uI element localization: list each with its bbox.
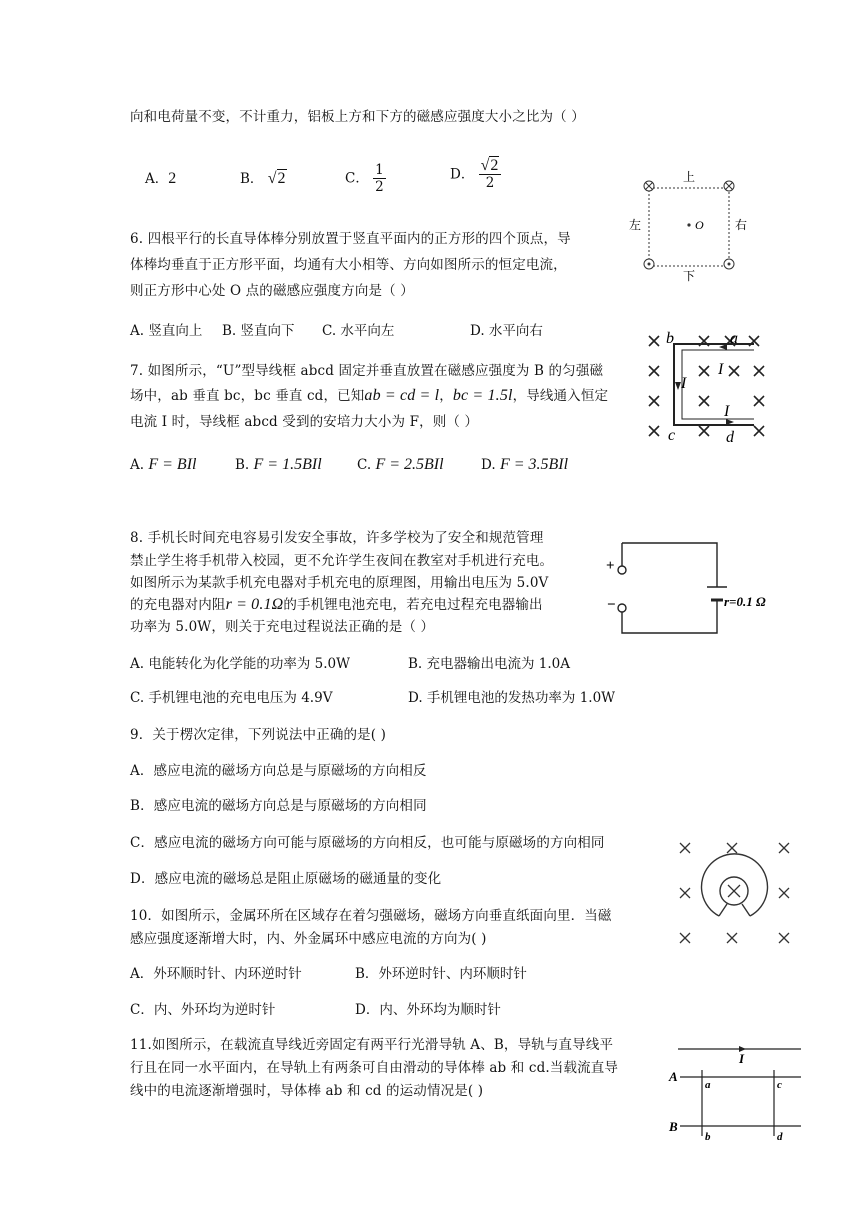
q11-line-2: 行且在同一水平面内，在导轨上有两条可自由滑动的导体棒 ab 和 cd.当载流直导 (130, 1060, 619, 1076)
q8-circuit-figure (600, 540, 780, 640)
q7-figure (644, 330, 774, 448)
fraction: $\frac{√2}{2}$ (479, 158, 502, 191)
q5-stem-tail: 向和电荷量不变，不计重力，铝板上方和下方的磁感应强度大小之比为（ ） (130, 109, 585, 125)
q10-line-2: 感应强度逐渐增大时，内、外金属环中感应电流的方向为( ) (130, 931, 487, 947)
label-current-bottom: I (724, 403, 730, 420)
label-top: 上 (683, 170, 696, 184)
label-left: 左 (629, 218, 642, 232)
q10-line-1: 10．如图所示，金属环所在区域存在着匀强磁场，磁场方向垂直纸面向里．当磁 (130, 908, 612, 924)
field-cross-marks (649, 336, 764, 436)
label-d: d (726, 429, 734, 446)
dot-in-circle-icon (724, 259, 734, 269)
label-current-top: I (718, 361, 724, 378)
q6-option-c: C. 水平向左 (322, 323, 395, 339)
label-bottom: 下 (683, 269, 696, 283)
q10-rings-figure (672, 838, 802, 950)
q8-option-c: C. 手机锂电池的充电电压为 4.9V (130, 690, 333, 706)
q8-line-2: 禁止学生将手机带入校园，更不允许学生夜间在教室对手机进行充电。 (130, 553, 554, 569)
q9-option-c: C．感应电流的磁场方向可能与原磁场的方向相反，也可能与原磁场的方向相同 (130, 835, 605, 851)
center-label: O (695, 218, 704, 232)
label-c: c (777, 1079, 782, 1091)
q6-option-b: B. 竖直向下 (222, 323, 295, 339)
q8-option-b: B. 充电器输出电流为 1.0A (408, 656, 571, 672)
q11-rails-figure (668, 1040, 808, 1145)
label-rail-b: B (669, 1119, 678, 1134)
q10-option-a: A．外环顺时针、内环逆时针 (130, 966, 302, 982)
label-c: c (668, 427, 676, 444)
q8-option-a: A. 电能转化为化学能的功率为 5.0W (130, 656, 350, 672)
resistance-label: r=0.1 Ω (724, 594, 766, 609)
q6-line-1: 6. 四根平行的长直导体棒分别放置于竖直平面内的正方形的四个顶点，导 (130, 231, 571, 247)
q8-option-d: D. 手机锂电池的发热功率为 1.0W (408, 690, 616, 706)
q11-line-3: 线中的电流逐渐增强时，导体棒 ab 和 cd 的运动情况是( ) (130, 1083, 484, 1099)
q9-option-a: A．感应电流的磁场方向总是与原磁场的方向相反 (130, 763, 427, 779)
label-a: a (730, 330, 738, 347)
q8-line-3: 如图所示为某款手机充电器对手机充电的原理图，用输出电压为 5.0V (130, 575, 549, 591)
center-dot (687, 223, 690, 226)
label-rail-a: A (669, 1069, 678, 1084)
field-cross-marks (680, 843, 789, 943)
equation: bc = 1.5l (452, 387, 513, 404)
sqrt-symbol: √2 (267, 170, 286, 187)
q5-option-d: D． $\frac{√2}{2}$ (450, 158, 501, 191)
q9-option-d: D．感应电流的磁场总是阻止原磁场的磁通量的变化 (130, 871, 442, 887)
q6-option-a: A. 竖直向上 (130, 323, 203, 339)
q6-line-3: 则正方形中心处 O 点的磁感应强度方向是（ ） (130, 283, 414, 299)
label-current-left: I (681, 375, 687, 392)
cross-in-circle-icon (724, 181, 734, 191)
q10-option-d: D．内、外环均为顺时针 (355, 1002, 501, 1018)
terminal-negative (618, 604, 626, 612)
q6-option-d: D. 水平向右 (470, 323, 543, 339)
terminal-positive (618, 566, 626, 574)
equation: r = 0.1Ω (225, 596, 284, 613)
q5-option-a: A．2 (145, 170, 177, 187)
q10-option-b: B．外环逆时针、内环顺时针 (355, 966, 527, 982)
minus-label: − (607, 597, 616, 613)
q5-option-c: C． $\frac{1}{2}$ (345, 162, 384, 195)
outer-ring (702, 854, 768, 916)
q9-option-b: B．感应电流的磁场方向总是与原磁场的方向相同 (130, 798, 427, 814)
label-current: I (739, 1051, 745, 1066)
q7-option-d: D. F = 3.5BIl (481, 456, 569, 473)
q7-line-3: 电流 I 时，导线框 abcd 受到的安培力大小为 F，则（ ） (130, 414, 479, 430)
label-b: b (666, 330, 674, 347)
q8-line-5: 功率为 5.0W，则关于充电过程说法正确的是（ ） (130, 619, 435, 635)
dot-in-circle-icon (644, 259, 654, 269)
q7-line-2: 场中，ab 垂直 bc，bc 垂直 cd，已知ab = cd = l，bc = 1.5l，导线通入恒定 (130, 387, 609, 404)
q7-option-a: A. F = BIl (130, 456, 197, 473)
q11-line-1: 11.如图所示，在载流直导线近旁固定有两平行光滑导轨 A、B，导轨与直导线平 (130, 1037, 614, 1053)
q5-option-b: B． √2 (240, 170, 286, 187)
equation: ab = cd = l (364, 387, 440, 404)
label-a: a (705, 1079, 711, 1091)
cross-in-circle-icon (644, 181, 654, 191)
label-right: 右 (735, 218, 748, 232)
q9-stem: 9．关于楞次定律，下列说法中正确的是( ) (130, 727, 387, 743)
q6-figure (625, 170, 755, 290)
q6-line-2: 体棒均垂直于正方形平面，均通有大小相等、方向如图所示的恒定电流， (130, 257, 567, 273)
q8-line-4: 的充电器对内阻r = 0.1Ω的手机锂电池充电，若充电过程充电器输出 (130, 596, 543, 613)
q7-option-b: B. F = 1.5BIl (235, 456, 322, 473)
label-b: b (705, 1131, 711, 1143)
q7-line-1: 7. 如图所示，“U”型导线框 abcd 固定并垂直放置在磁感应强度为 B 的匀强磁 (130, 363, 604, 379)
label-d: d (777, 1131, 783, 1143)
plus-label: + (606, 558, 615, 574)
q7-option-c: C. F = 2.5BIl (357, 456, 444, 473)
fraction: $\frac{1}{2}$ (375, 162, 384, 195)
q10-option-c: C．内、外环均为逆时针 (130, 1002, 276, 1018)
q8-line-1: 8. 手机长时间充电容易引发安全事故，许多学校为了安全和规范管理 (130, 530, 544, 546)
